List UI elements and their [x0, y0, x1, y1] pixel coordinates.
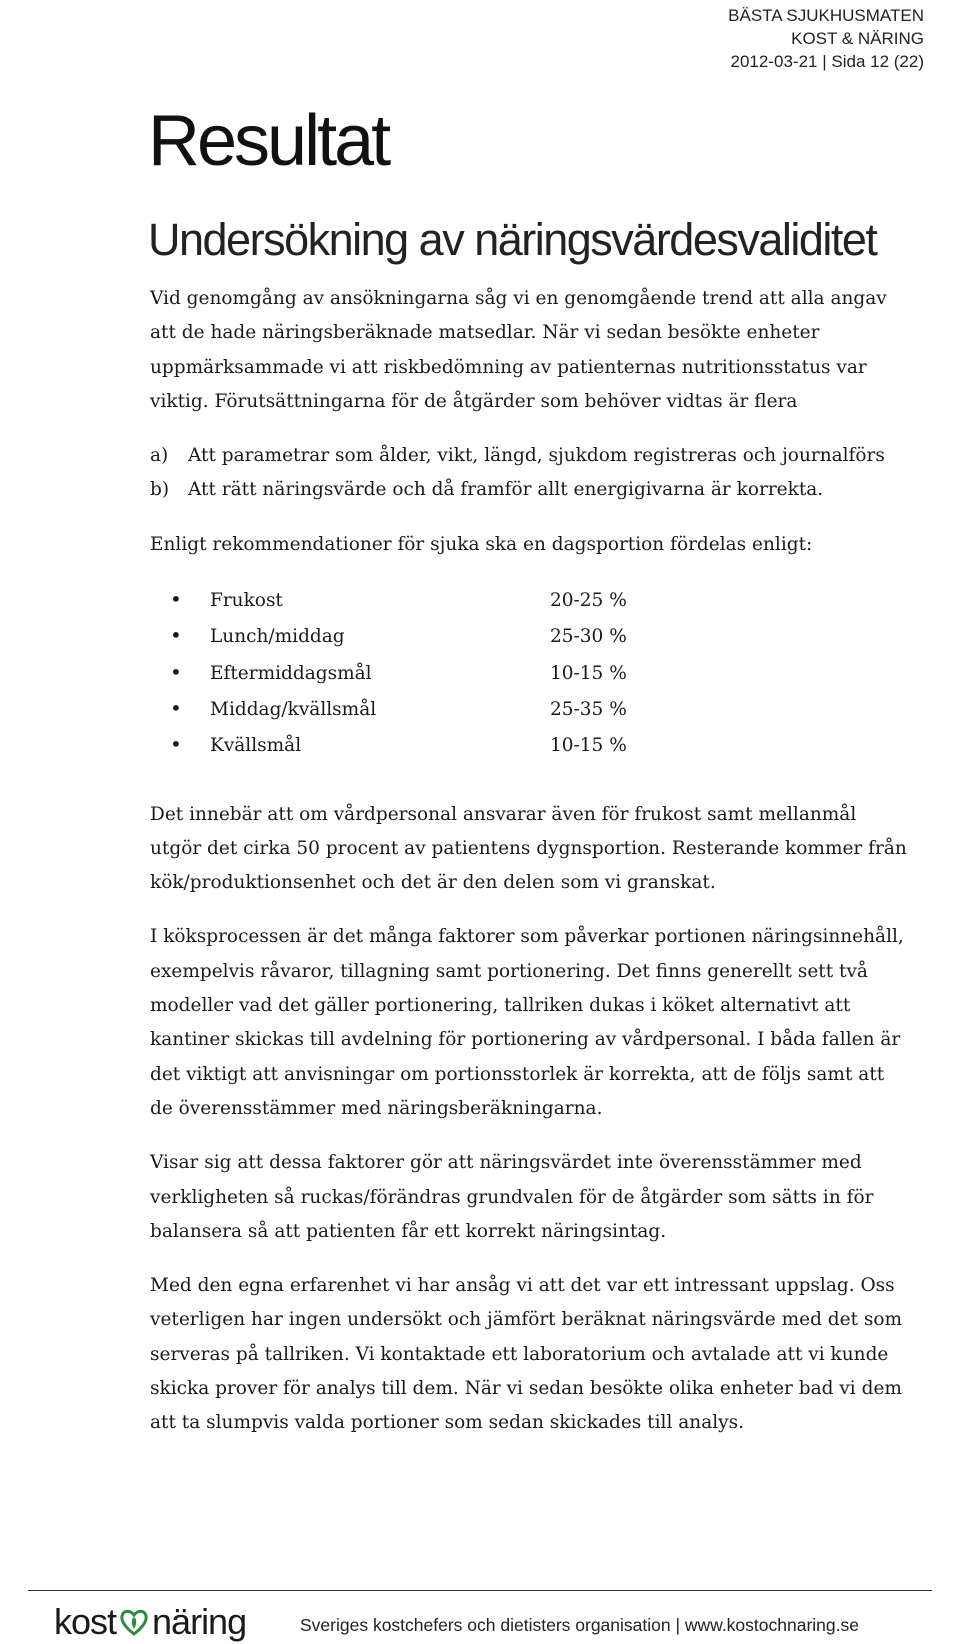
meal-percent: 20-25 % [550, 590, 627, 612]
list-item-text: Att rätt näringsvärde och då framför allt energigivarna är korrekta. [188, 479, 824, 501]
meal-row [170, 618, 950, 654]
paragraph-line: exempelvis råvaror, tillagning samt portionering. Det finns generellt sett två [150, 960, 868, 982]
bullet: • [170, 695, 182, 720]
bullet: • [170, 623, 182, 648]
meal-row [170, 655, 950, 691]
page-title: Resultat [148, 101, 389, 181]
list-marker: b) [150, 479, 170, 501]
header-date: 2012-03-21 [730, 52, 818, 71]
logo-text-right: näring [152, 1601, 247, 1642]
paragraph-line: Det innebär att om vårdpersonal ansvarar även för frukost samt mellanmål [150, 803, 857, 825]
paragraph-line: de överensstämmer med näringsberäkningarna. [150, 1097, 603, 1119]
meal-row [170, 582, 950, 618]
header-org-line-2: KOST & NÄRING [791, 29, 924, 48]
paragraph-line: kök/produktionsenhet och det är den delen som vi granskat. [150, 872, 716, 894]
paragraph-line: balansera så att patienten får ett korrekt näringsintag. [150, 1220, 667, 1242]
heart-leaf-icon [119, 1607, 149, 1637]
meal-distribution-list [170, 582, 950, 763]
paragraph-line: I köksprocessen är det många faktorer som påverkar portionen näringsinnehåll, [150, 926, 904, 948]
kost-naring-logo [54, 1601, 246, 1643]
bullet: • [170, 732, 182, 757]
list-item [150, 439, 950, 473]
paragraph-line: modeller vad det gäller portionering, tallriken dukas i köket alternativt att [150, 995, 851, 1017]
paragraph-line: Enligt rekommendationer för sjuka ska en dagsportion fördelas enligt: [150, 533, 813, 555]
meal-name: Eftermiddagsmål [210, 662, 372, 684]
paragraph-line: det viktigt att anvisningar om portionsstorlek är korrekta, att de följs samt att [150, 1063, 885, 1085]
paragraph-line: att de hade näringsberäknade matsedlar. När vi sedan besökte enheter [150, 322, 820, 344]
meal-name: Middag/kvällsmål [210, 698, 377, 720]
paragraph-line: verkligheten så ruckas/förändras grundvalen för de åtgärder som sätts in för [150, 1186, 874, 1208]
paragraph-line: skicka prover för analys till dem. När vi sedan besökte olika enheter bad vi dem [150, 1378, 902, 1400]
list-item [150, 473, 950, 507]
bullet: • [170, 587, 182, 612]
meal-name: Frukost [210, 590, 283, 612]
bullet: • [170, 659, 182, 684]
paragraph-line: serveras på tallriken. Vi kontaktade ett laboratorium och avtalade att vi kunde [150, 1343, 889, 1365]
paragraph-line: Visar sig att dessa faktorer gör att näringsvärdet inte överensstämmer med [150, 1152, 862, 1174]
paragraph-line: utgör det cirka 50 procent av patientens dygnsportion. Resterande kommer från [150, 837, 907, 859]
meal-percent: 10-15 % [550, 735, 627, 757]
paragraph-line: Med den egna erfarenhet vi har ansåg vi att det var ett intressant uppslag. Oss [150, 1275, 895, 1297]
section-subtitle: Undersökning av näringsvärdesvaliditet [148, 214, 877, 265]
meal-row [170, 691, 950, 727]
meal-percent: 25-35 % [550, 698, 627, 720]
logo-text-left: kost [54, 1601, 117, 1642]
footer-divider [28, 1590, 932, 1591]
footer-organisation-text: Sveriges kostchefers och dietisters organisation | www.kostochnaring.se [300, 1615, 859, 1635]
meal-name: Kvällsmål [210, 735, 302, 757]
header-org-line: BÄSTA SJUKHUSMATEN [728, 6, 924, 25]
document-body [150, 282, 950, 1441]
paragraph-line: viktig. Förutsättningarna för de åtgärder som behöver vidtas är flera [150, 390, 798, 412]
meal-row [170, 727, 950, 763]
page-header [728, 4, 924, 73]
list-marker: a) [150, 445, 169, 467]
header-separator: | [822, 52, 827, 71]
meal-percent: 25-30 % [550, 626, 627, 648]
meal-percent: 10-15 % [550, 662, 627, 684]
paragraph-line: veterligen har ingen undersökt och jämfört beräknat näringsvärde med det som [150, 1309, 903, 1331]
header-page-number: Sida 12 (22) [831, 52, 924, 71]
header-date-page [728, 50, 924, 73]
requirements-list [150, 439, 950, 508]
meal-name: Lunch/middag [210, 626, 345, 648]
list-item-text: Att parametrar som ålder, vikt, längd, sjukdom registreras och journalförs [188, 445, 885, 467]
paragraph-line: kantiner skickas till avdelning för portionering av vårdpersonal. I båda fallen är [150, 1029, 901, 1051]
paragraph-line: att ta slumpvis valda portioner som sedan skickades till analys. [150, 1412, 744, 1434]
paragraph-line: Vid genomgång av ansökningarna såg vi en genomgående trend att alla angav [150, 288, 887, 309]
paragraph-line: uppmärksammade vi att riskbedömning av patienternas nutritionsstatus var [150, 356, 867, 378]
